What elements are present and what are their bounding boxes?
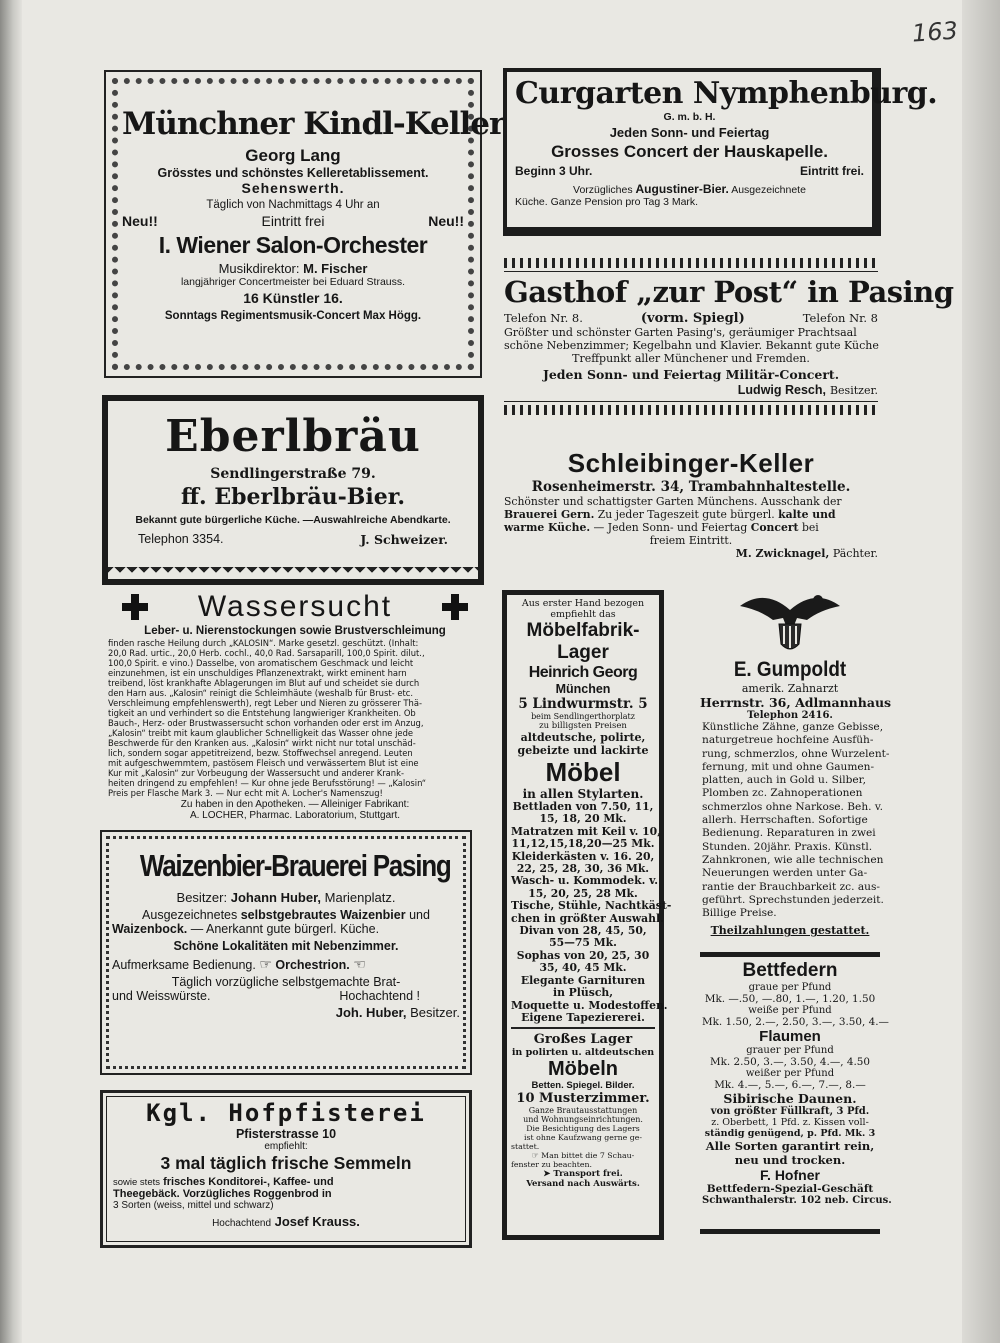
bett-l8: Mk. 4.—, 5.—, 6.—, 7.—, 8.— [714, 1079, 866, 1091]
hof-l1a: sowie stets [113, 1177, 160, 1188]
waizen-owner-label: Besitzer: [176, 890, 228, 905]
bett-l2: Mk. —.50, —.80, 1.—, 1.20, 1.50 [704, 993, 876, 1005]
wasser-body-line: Preis per Flasche Mark 3. — Nur echt mit A. Locher's Namenszug! [108, 788, 383, 798]
waizen-l1a: Ausgezeichnetes [142, 908, 238, 922]
moebel-item: Tische, Stühle, Nachtkäst- [511, 899, 672, 913]
moebel-item: 35, 40, 45 Mk. [539, 961, 627, 975]
wasser-pharmacy: Zu haben in den Apotheken. — Alleiniger Fabrikant: [180, 799, 410, 810]
waizen-l6a: und Weisswürste. [112, 989, 211, 1003]
gump-body-line: fernung, mit und ohne Gaumen- [702, 760, 875, 773]
curgarten-l1a: Vorzügliches [573, 184, 633, 196]
curgarten-l1b: Augustiner-Bier. [635, 182, 729, 196]
moebel-item: chen in größter Auswahl. [511, 911, 664, 925]
bett-l6: Mk. 2.50, 3.—, 3.50, 4.—, 4.50 [710, 1056, 870, 1068]
eberl-bottom-ornament [108, 567, 478, 579]
binding-spine [0, 0, 22, 1343]
moebel-title1: Möbelfabrik- [526, 620, 640, 641]
moebel-item: Elegante Garnituren [520, 973, 646, 987]
schleib-owner: M. Zwicknagel, [735, 547, 830, 560]
kindl-title: Münchner Kindl-Keller [122, 106, 505, 142]
kindl-director: M. Fischer [303, 261, 368, 276]
post-l1: Größter und schönster Garten Pasing's, geräumiger Prachtsaal [504, 326, 857, 339]
gump-body-line: Plomben zc. Zahnoperationen [702, 787, 863, 800]
moebel-item: Kleiderkästen v. 16. 20, [511, 849, 655, 863]
hof-l2: Theegebäck. Vorzügliches Roggenbrod in [113, 1188, 332, 1200]
moebel-small3: und Wohnungseinrichtungen. [523, 1115, 643, 1125]
gump-role: amerik. Zahnarzt [741, 682, 839, 695]
cross-icon [442, 594, 468, 620]
gump-body-line: rung, schmerzlos, ohne Wurzelent- [702, 747, 890, 760]
arrow-icon: ➤ [543, 1169, 551, 1180]
bett-l14: Bettfedern-Spezial-Geschäft [706, 1183, 874, 1195]
eberl-beer: ff. Eberlbräu-Bier. [180, 484, 405, 510]
waizen-l2b: — Anerkannt gute bürgerl. Küche. [190, 922, 380, 936]
hof-address: Pfisterstrasse 10 [235, 1127, 337, 1141]
moebel-small7: Man bittet die 7 Schau- [541, 1151, 635, 1161]
wasser-body-line: 100,0 Spirit. e vino.) Dasselbe, von aromatischem Geschmack und leicht [108, 658, 414, 668]
ad-curgarten [503, 68, 938, 236]
page-number: 163 [911, 16, 959, 48]
ad-gumpoldt [700, 588, 892, 948]
schleib-l3d: bei [801, 521, 819, 534]
hof-title: Kgl. Hofpfisterei [146, 1099, 426, 1127]
moebel-item: Sophas von 20, 25, 30 [516, 948, 650, 962]
moebel-item: Eigene Tapeziererei. [521, 1010, 645, 1024]
wasser-body-line: „Kalosin“ treibt mit kaum glaublicher Schnelligkeit das Wasser ohne jede [108, 728, 414, 738]
wasser-body-line: Beschwerde für den Kranken aus. „Kalosin“ wirkt nicht nur total unschäd- [108, 738, 416, 748]
kindl-artists: 16 Künstler 16. [243, 290, 343, 306]
wasser-body-line: heiten dringend zu empfehlen! — Kur ohne jede Berufsstörung! — „Kalosin“ [108, 778, 427, 788]
waizen-l3: Schöne Lokalitäten mit Nebenzimmer. [173, 939, 399, 953]
moebel-styles1: altdeutsche, polirte, [520, 731, 646, 744]
hof-sign-label: Hochachtend [212, 1218, 272, 1229]
moebel-small2: Ganze Brautausstattungen [528, 1106, 638, 1116]
bett-owner: F. Hofner [760, 1167, 820, 1183]
bett-l15: Schwanthalerstr. 102 neb. Circus. [702, 1195, 892, 1206]
bett-l13: neu und trocken. [734, 1153, 846, 1167]
eberl-phone: Telephon 3354. [138, 532, 224, 546]
wasser-body-line: 20,0 Rad. urtic., 20,0 Herb. cochl., 40,0 Rad. Sarsaparill, 100,0 Spirit. dilut., [108, 648, 425, 658]
moebel-small4: Die Besichtigung des Lagers [526, 1124, 640, 1134]
gump-body-line: schmerzlos ohne Narkose. Beh. v. [702, 800, 883, 813]
gump-installments: Theilzahlungen gestattet. [710, 924, 870, 938]
ad-moebelfabrik [502, 590, 672, 1240]
moebel-near1: beim Sendlingerthorplatz [531, 712, 635, 721]
moebel-item: 15, 18, 20 Mk. [539, 812, 627, 826]
moebel-item: Matratzen mit Keil v. 10, [511, 824, 661, 838]
gump-body-line: Zahnkronen, wie alle technischen [702, 853, 884, 866]
waizen-owner-name: Johann Huber, [230, 890, 322, 905]
schleib-l4: freiem Eintritt. [649, 534, 733, 547]
schleib-l2c: kalte und [778, 508, 836, 521]
moebel-title2: Lager [557, 642, 609, 663]
gump-body-line: Künstliche Zähne, ganze Gebisse, [702, 721, 884, 733]
hof-sign: Josef Krauss. [274, 1214, 360, 1229]
moebel-small8: fenster zu beachten. [511, 1160, 592, 1170]
moebel-city: München [555, 682, 611, 696]
moebel-all-styles: in allen Stylarten. [522, 787, 644, 801]
moebel-versand: Versand nach Auswärts. [526, 1179, 640, 1190]
bett-l9: von größter Füllkraft, 3 Pfd. [710, 1106, 870, 1117]
eberl-address: Sendlingerstraße 79. [210, 466, 376, 482]
schleib-title: Schleibinger-Keller [567, 448, 815, 478]
moebel-transport: Transport frei. [553, 1169, 623, 1180]
post-l4: Jeden Sonn- und Feiertag Militär-Concert. [542, 367, 840, 382]
gump-address: Herrnstr. 36, Adlmannhaus [700, 695, 892, 710]
hof-recommends: empfiehlt: [264, 1141, 308, 1152]
post-title: Gasthof „zur Post“ in Pasing [504, 275, 954, 309]
waizen-sign: Joh. Huber, [335, 1005, 407, 1020]
post-former: (vorm. Spiegl) [640, 311, 745, 326]
kindl-sunday: Sonntags Regimentsmusik-Concert Max Högg. [164, 310, 422, 322]
wasser-body-line: finden rasche Heilung durch „KALOSIN“. Marke gesetzl. geschützt. (Inhalt: [108, 638, 419, 648]
kindl-owner: Georg Lang [245, 146, 341, 165]
wasser-body-line: den Harn aus. „Kalosin“ reinigt die Schleimhäute (weshalb für Brust- etc. [108, 688, 414, 698]
waizen-l5: Täglich vorzügliche selbstgemachte Brat- [171, 975, 401, 989]
post-owner-role: Besitzer. [829, 384, 878, 397]
gump-body-line: Billige Preise. [702, 907, 777, 920]
bett-l11: ständig genügend, p. Pfd. Mk. 3 [704, 1128, 876, 1139]
moebel-item: Bettladen von 7.50, 11, [512, 800, 654, 813]
bett-l10: z. Oberbett, 1 Pfd. z. Kissen voll- [711, 1117, 869, 1128]
hof-headline: 3 mal täglich frische Semmeln [160, 1153, 412, 1173]
moebel-small5: ist ohne Kaufzwang gerne ge- [524, 1133, 642, 1143]
ad-schleibinger [500, 448, 882, 578]
schleib-owner-role: Pächter. [832, 547, 878, 560]
gump-body-line: naturgetreue hochfeine Ausfüh- [702, 734, 874, 747]
waizen-l1b: selbstgebrautes Waizenbier [240, 908, 406, 922]
wasser-body-line: einzunehmen, ist ein unschuldiges Pflanzenextrakt, wirkt eminent harn [108, 668, 407, 678]
moebel-small6: stattet. [511, 1142, 540, 1152]
schleib-l2a: Brauerei Gern. [504, 508, 595, 521]
curgarten-concert: Grosses Concert der Hauskapelle. [551, 142, 828, 161]
eberl-kitchen: Bekannt gute bürgerliche Küche. —Auswahlreiche Abendkarte. [135, 514, 451, 526]
wasser-body-line: Kur mit „Kalosin“ zur Vorbeugung der Wassersucht und anderer Krank- [108, 768, 404, 778]
moebel-item: 15, 20, 25, 28 Mk. [528, 886, 638, 900]
ad-hofpfisterei [100, 1090, 472, 1248]
kindl-sehenswerth: Sehenswerth. [241, 180, 345, 196]
kindl-neu-left: Neu!! [122, 213, 158, 229]
moebel-item: Moquette u. Modestoffen. [511, 998, 668, 1012]
moebel-intro2: empfiehlt das [550, 609, 616, 620]
kindl-eintritt: Eintritt frei [261, 213, 325, 229]
schleib-l2b: Zu jeder Tageszeit gute bürgerl. [597, 508, 775, 521]
bett-l5: grauer per Pfund [746, 1045, 834, 1056]
moebel-small1: Betten. Spiegel. Bilder. [531, 1080, 635, 1092]
bett-l4: Mk. 1.50, 2.—, 2.50, 3.—, 3.50, 4.— [702, 1016, 889, 1028]
hof-l1b: frisches Konditorei-, Kaffee- und [163, 1176, 334, 1188]
ad-bettfedern [700, 952, 892, 1234]
moebel-item: in Plüsch, [552, 986, 614, 1000]
wasser-title: Wassersucht [197, 590, 393, 623]
gump-body-line: geführt. Sprechstunden jederzeit. [702, 893, 884, 906]
wasser-body-line: mit aufgeschwemmtem, pastösem Fleisch und verwässertem Blut ist eine [108, 758, 419, 768]
moebel-item: 22, 25, 28, 30, 36 Mk. [516, 862, 650, 876]
schleib-l3c: Concert [750, 521, 799, 534]
kindl-neu-right: Neu!! [428, 213, 464, 229]
schleib-l1: Schönster und schattigster Garten Münchens. Ausschank der [504, 495, 842, 508]
ad-eberlbraeu [102, 395, 484, 585]
curgarten-l2: Küche. Ganze Pension pro Tag 3 Mark. [515, 196, 699, 208]
wasser-subtitle: Leber- u. Nierenstockungen sowie Brustverschleimung [144, 625, 446, 637]
curgarten-title: Curgarten Nymphenburg. [515, 76, 938, 111]
bett-daunen: Sibirische Daunen. [723, 1091, 857, 1106]
kindl-director-label: Musikdirektor: [218, 261, 300, 276]
wasser-body-line: lich, sondern sogar appetitreizend, bezw. Stoffwechsel anregend. Leuten [108, 748, 413, 758]
moebel-near2: zu billigsten Preisen [539, 721, 627, 731]
pointing-hand-icon: ☞ [259, 956, 272, 972]
moebel-lager2: in polirten u. altdeutschen [511, 1047, 655, 1059]
page-edge [962, 0, 1000, 1343]
kindl-director-note: langjähriger Concertmeister bei Eduard Strauss. [180, 276, 406, 288]
pointing-hand-icon: ☞ [531, 1151, 539, 1161]
ad-gasthof-post [500, 258, 954, 430]
moebel-address: 5 Lindwurmstr. 5 [518, 696, 648, 712]
ad-wassersucht [104, 590, 486, 820]
post-phone-left: Telefon Nr. 8. [504, 311, 583, 325]
moebel-owner: Heinrich Georg [528, 664, 638, 681]
kindl-daily: Täglich von Nachmittags 4 Uhr an [206, 199, 380, 211]
bett-l7: weißer per Pfund [745, 1068, 835, 1079]
wasser-body-line: tigkeit an und verhindert so die Entstehung langwieriger Krankheiten. Ob [108, 708, 416, 718]
moebel-musterzimmer: 10 Musterzimmer. [516, 1091, 650, 1107]
schleib-address: Rosenheimerstr. 34, Trambahnhaltestelle. [531, 479, 851, 495]
ad-kindl-keller [104, 70, 505, 378]
waizen-l2a: Waizenbock. [112, 922, 188, 936]
schleib-l3b: — Jeden Sonn- und Feiertag [593, 521, 748, 534]
eberl-title: Eberlbräu [165, 411, 421, 462]
wasser-body-line: treibend, löst krankhafte Ablagerungen im Blut auf und scheidet sie durch [108, 678, 420, 688]
wasser-maker: A. LOCHER, Pharmac. Laboratorium, Stuttgart. [189, 810, 401, 821]
gump-body-line: Bedienung. Reparaturen in zwei [702, 827, 876, 840]
gump-body-line: rantie der Brauchbarkeit zc. aus- [702, 880, 880, 893]
bett-flaumen: Flaumen [759, 1028, 821, 1045]
hof-l3: 3 Sorten (weiss, mittel und schwarz) [113, 1200, 274, 1211]
gump-body-line: Stunden. 20jähr. Praxis. Künstl. [702, 840, 873, 853]
gump-phone: Telephon 2416. [747, 710, 833, 721]
wasser-body-line: Bauch-, Herz- oder Brustwassersucht schon vorhanden oder erst im Anzug, [108, 718, 424, 728]
waizen-owner-place: Marienplatz. [324, 890, 396, 905]
bett-title: Bettfedern [742, 960, 838, 981]
waizen-title: Waizenbier-Brauerei Pasing [139, 848, 451, 883]
cross-icon [122, 594, 148, 620]
pointing-hand-icon: ☜ [353, 956, 366, 972]
curgarten-entry: Eintritt frei. [799, 164, 864, 178]
moebel-item: 11,12,15,18,20—25 Mk. [511, 837, 655, 851]
gump-name: E. Gumpoldt [733, 658, 847, 681]
waizen-l4b: Orchestrion. [275, 958, 350, 972]
top-ornament [504, 258, 878, 268]
moebel-item: 55—75 Mk. [549, 936, 617, 950]
moebel-moebeln: Möbeln [548, 1058, 618, 1081]
kindl-tagline: Grösstes und schönstes Kelleretablissement. [157, 166, 429, 180]
moebel-big: Möbel [545, 757, 621, 787]
eberl-owner: J. Schweizer. [360, 532, 448, 547]
moebel-lager1: Großes Lager [533, 1032, 633, 1048]
moebel-item-list [511, 800, 672, 1024]
post-owner: Ludwig Resch, [737, 383, 826, 397]
gump-body-line: platten, auch in Gold u. Silber, [702, 774, 866, 787]
bett-l1: graue per Pfund [748, 982, 832, 993]
bett-l3: weiße per Pfund [748, 1005, 832, 1016]
curgarten-company: G. m. b. H. [663, 111, 716, 123]
eagle-icon [735, 588, 845, 658]
waizen-l1c: und [409, 908, 430, 922]
moebel-styles2: gebeizte und lackirte [517, 744, 649, 757]
moebel-intro1: Aus erster Hand bezogen [521, 598, 645, 609]
schleib-l3a: warme Küche. [504, 521, 591, 534]
wasser-body [108, 638, 482, 798]
gump-body [700, 721, 890, 920]
moebel-item: Divan von 28, 45, 50, [519, 924, 647, 938]
waizen-l4a: Aufmerksame Bedienung. [112, 958, 256, 972]
bett-l12: Alle Sorten garantirt rein, [705, 1139, 875, 1153]
post-l2: schöne Nebenzimmer; Kegelbahn und Klavier. Bekannt gute Küche [504, 339, 879, 352]
waizen-l6b: Hochachtend ! [339, 989, 420, 1003]
post-l3: Treffpunkt aller Münchener und Fremden. [572, 352, 810, 365]
kindl-orchestra: I. Wiener Salon-Orchester [158, 232, 428, 258]
curgarten-days: Jeden Sonn- und Feiertag [609, 125, 770, 140]
curgarten-begin: Beginn 3 Uhr. [515, 164, 593, 178]
gump-body-line: Neuerungen werden unter Ga- [702, 867, 868, 880]
moebel-item: Wasch- u. Kommodek. v. [511, 874, 659, 888]
bottom-ornament [504, 405, 878, 415]
waizen-sign-role: Besitzer. [410, 1005, 460, 1020]
wasser-body-line: Verschleimung empfehlenswerth), regt Leber und Nieren zu grösserer Thä- [108, 698, 423, 708]
curgarten-l1c: Ausgezeichnete [731, 184, 806, 196]
gump-body-line: allerh. Herrschaften. Sofortige [702, 814, 868, 827]
post-phone-right: Telefon Nr. 8 [802, 311, 878, 325]
ad-waizenbier [100, 830, 472, 1075]
